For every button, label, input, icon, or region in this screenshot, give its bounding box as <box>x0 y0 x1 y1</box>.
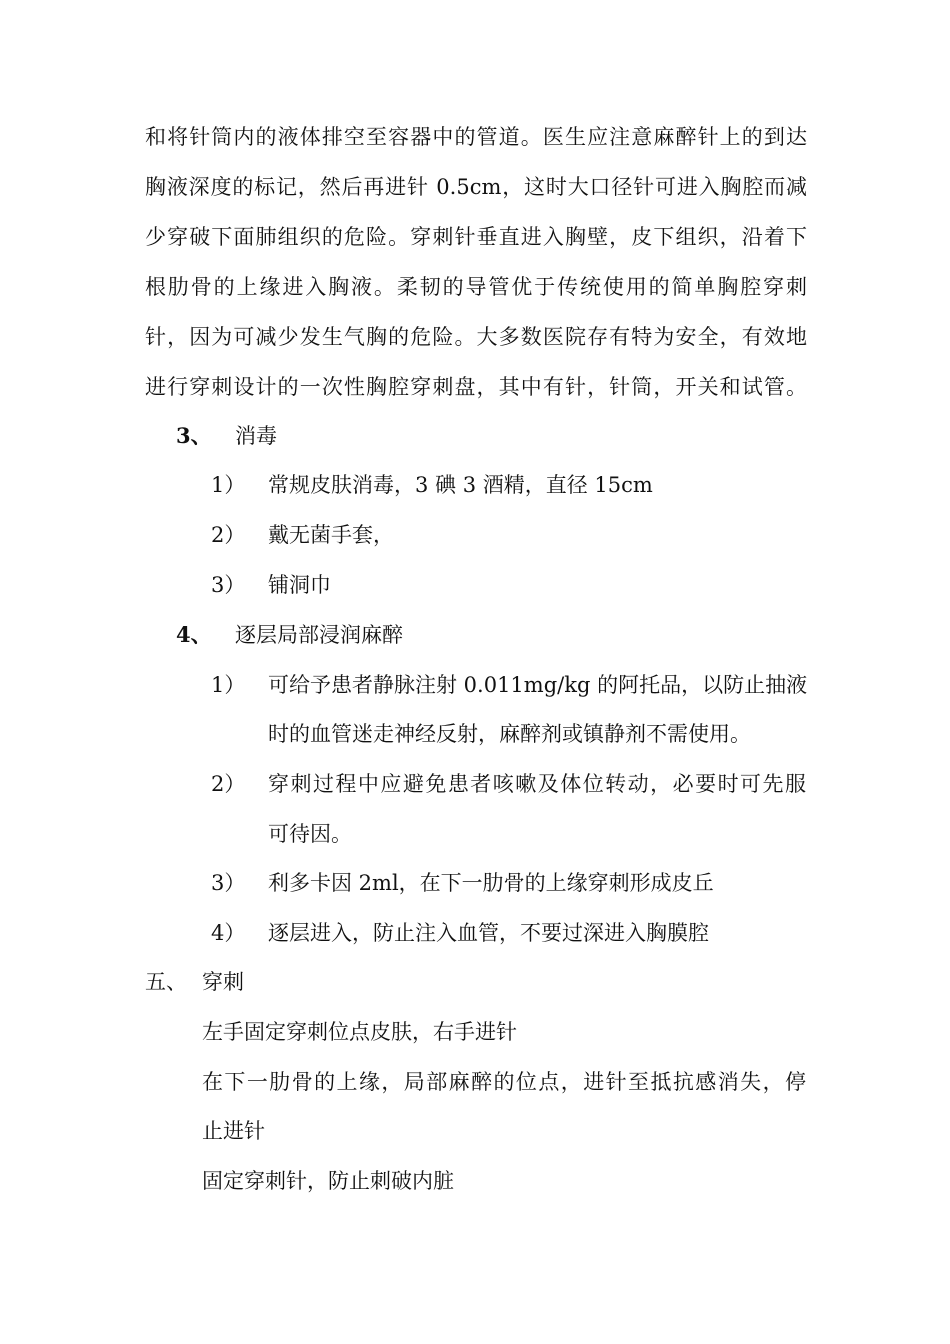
item-title: 逐层局部浸润麻醉 <box>235 623 403 647</box>
item-number: 4、 <box>176 622 212 647</box>
paragraph-line: 少穿破下面肺组织的危险。穿刺针垂直进入胸壁，皮下组织，沿着下 <box>145 225 807 249</box>
subitem-text-continued: 可待因。 <box>268 822 352 846</box>
subitem-text: 可给予患者静脉注射 0.011mg/kg 的阿托品，以防止抽液 <box>268 673 808 697</box>
subitem-text: 利多卡因 2ml，在下一肋骨的上缘穿刺形成皮丘 <box>268 871 714 895</box>
subitem-number: 2） <box>211 523 246 547</box>
paragraph-line: 进行穿刺设计的一次性胸腔穿刺盘，其中有针，针筒，开关和试管。 <box>145 375 807 399</box>
section-paragraph-continued: 止进针 <box>202 1119 265 1143</box>
paragraph-line: 和将针筒内的液体排空至容器中的管道。医生应注意麻醉针上的到达 <box>145 125 807 149</box>
subitem-text: 穿刺过程中应避免患者咳嗽及体位转动，必要时可先服 <box>268 772 806 796</box>
section-paragraph: 固定穿刺针，防止刺破内脏 <box>202 1169 454 1193</box>
subitem-text: 常规皮肤消毒，3 碘 3 酒精，直径 15cm <box>268 473 653 497</box>
subitem-number: 2） <box>211 772 246 796</box>
subitem-text: 逐层进入，防止注入血管，不要过深进入胸膜腔 <box>268 921 709 945</box>
section-paragraph: 左手固定穿刺位点皮肤，右手进针 <box>202 1020 517 1044</box>
section-title: 穿刺 <box>202 970 244 994</box>
item-number: 3、 <box>176 423 212 448</box>
item-title: 消毒 <box>235 424 277 448</box>
subitem-number: 1） <box>211 473 246 497</box>
subitem-text: 戴无菌手套， <box>268 523 394 547</box>
paragraph-line: 针，因为可减少发生气胸的危险。大多数医院存有特为安全，有效地 <box>145 325 807 349</box>
paragraph-line: 胸液深度的标记，然后再进针 0.5cm，这时大口径针可进入胸腔而减 <box>145 175 807 199</box>
subitem-text: 铺洞巾 <box>268 573 331 597</box>
section-paragraph: 在下一肋骨的上缘，局部麻醉的位点，进针至抵抗感消失，停 <box>202 1070 806 1094</box>
subitem-text-continued: 时的血管迷走神经反射，麻醉剂或镇静剂不需使用。 <box>268 722 751 746</box>
subitem-number: 3） <box>211 573 246 597</box>
paragraph-line: 根肋骨的上缘进入胸液。柔韧的导管优于传统使用的简单胸腔穿刺 <box>145 275 807 299</box>
subitem-number: 3） <box>211 871 246 895</box>
subitem-number: 1） <box>211 673 246 697</box>
section-number: 五、 <box>145 970 187 994</box>
subitem-number: 4） <box>211 921 246 945</box>
